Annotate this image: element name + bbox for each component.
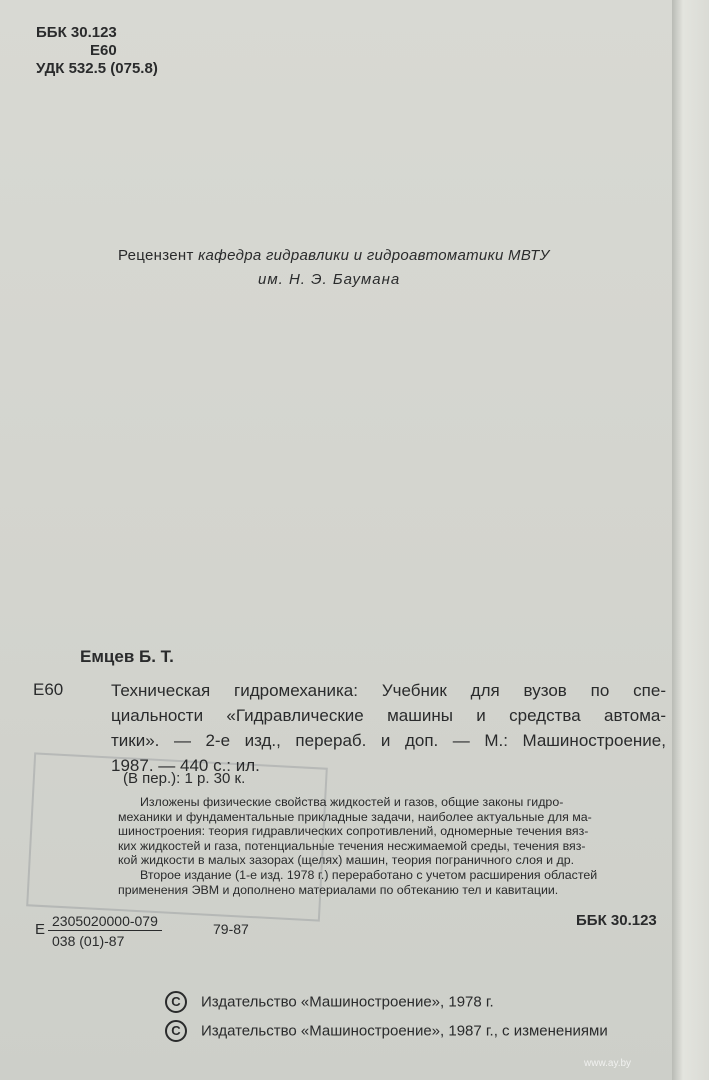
description-line: 1987. — 440 с.: ил. [111, 756, 260, 775]
reviewer-dept: кафедра гидравлики и гидроавтоматики МВТУ [198, 247, 550, 264]
abstract [118, 795, 664, 897]
reviewer-label: Рецензент [118, 247, 194, 264]
author: Емцев Б. Т. [80, 647, 174, 666]
book-spine-edge [672, 0, 709, 1080]
e60-code: Е60 [90, 42, 117, 59]
description-line: тики». — 2-е изд., перераб. и доп. — М.: Машиностроение, [111, 731, 666, 750]
abstract-line: ких жидкостей и газа, потенциальные течения несжимаемой среды, течения вяз- [118, 838, 586, 853]
abstract-line: Изложены физические свойства жидкостей и газов, общие законы гидро- [140, 795, 564, 809]
copyright-text: Издательство «Машиностроение», 1987 г., с изменениями [201, 1022, 608, 1040]
code-letter: Е [35, 921, 46, 938]
bbk-code: ББК 30.123 [36, 24, 117, 41]
code-denominator: 038 (01)-87 [52, 933, 125, 949]
bbk-code-bottom: ББК 30.123 [576, 912, 657, 929]
abstract-line: применения ЭВМ и дополнено материалами по обтеканию тел и кавитации. [118, 882, 559, 897]
code-year: 79-87 [213, 921, 249, 937]
reviewer-line-2: им. Н. Э. Баумана [258, 271, 401, 288]
abstract-line: механики и фундаментальные прикладные задачи, наиболее актуальные для ма- [118, 809, 592, 824]
abstract-line: шиностроения: теория гидравлических сопротивлений, одномерные течения вяз- [118, 824, 589, 839]
code-fraction [48, 913, 162, 949]
record-index: Е60 [33, 680, 64, 699]
abstract-line: кой жидкости в малых зазорах (щелях) машин, теория пограничного слоя и др. [118, 853, 575, 868]
catalog-codes [36, 24, 158, 78]
code-numerator: 2305020000-079 [48, 913, 162, 931]
copyright-line-1 [165, 991, 494, 1013]
abstract-line: Второе издание (1-е изд. 1978 г.) переработано с учетом расширения областей [140, 867, 598, 882]
copyright-text: Издательство «Машиностроение», 1978 г. [201, 993, 494, 1011]
bibliographic-description [111, 678, 666, 778]
udk-code: УДК 532.5 (075.8) [36, 60, 158, 77]
reviewer-line [118, 247, 550, 264]
price: (В пер.): 1 р. 30 к. [123, 770, 246, 787]
watermark: www.ay.by [584, 1058, 632, 1069]
description-line: циальности «Гидравлические машины и средства автома- [111, 706, 666, 725]
description-line: Техническая гидромеханика: Учебник для вузов по спе- [111, 681, 666, 700]
copyright-icon: C [165, 1020, 187, 1042]
copyright-line-2 [165, 1020, 608, 1042]
copyright-icon: C [165, 991, 187, 1013]
